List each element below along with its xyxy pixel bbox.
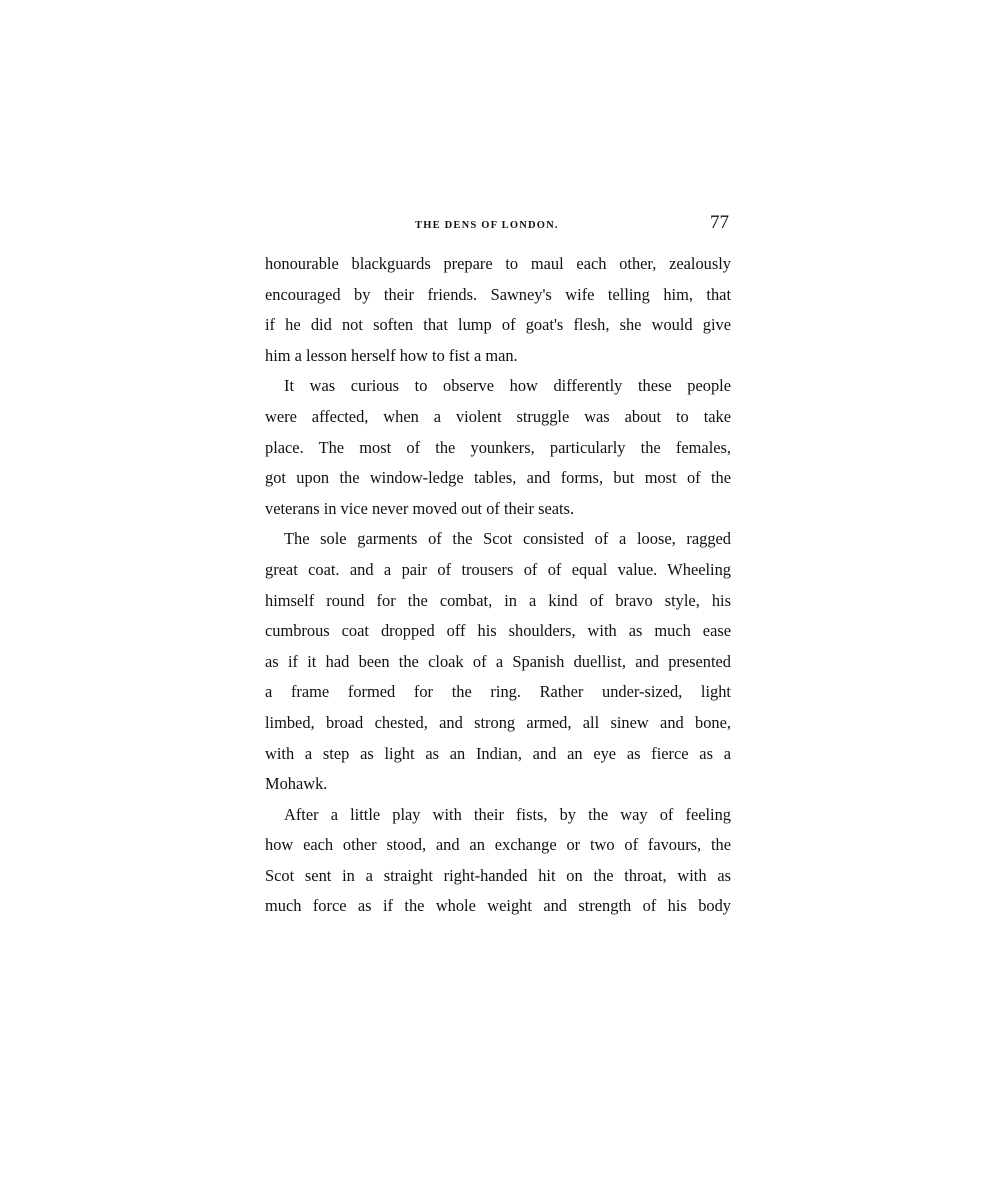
text-line: limbed, broad chested, and strong armed, all sinew and bone, [265, 712, 731, 732]
text-line: were affected, when a violent struggle was about to take [265, 406, 731, 426]
paragraph-2 [265, 371, 731, 524]
text-line: The sole garments of the Scot consisted of a loose, ragged [284, 529, 731, 549]
paragraph-3 [265, 524, 731, 799]
text-line: much force as if the whole weight and strength of his body [265, 896, 731, 916]
text-line: encouraged by their friends. Sawney's wife telling him, that [265, 284, 731, 304]
text-line: veterans in vice never moved out of their seats. [265, 498, 575, 518]
text-line: as if it had been the cloak of a Spanish duellist, and presented [265, 651, 731, 671]
text-line: with a step as light as an Indian, and an eye as fierce as a [265, 743, 731, 763]
text-line: Mohawk. [265, 774, 328, 794]
text-line: himself round for the combat, in a kind of bravo style, his [265, 590, 731, 610]
text-line: how each other stood, and an exchange or two of favours, the [265, 835, 731, 855]
text-line: him a lesson herself how to fist a man. [265, 345, 518, 365]
running-title: THE DENS OF LONDON. [415, 220, 559, 231]
text-line: a frame formed for the ring. Rather under-sized, light [265, 682, 731, 702]
running-head [265, 212, 731, 240]
text-line: Scot sent in a straight right-handed hit on the throat, with as [265, 865, 731, 885]
text-line: After a little play with their fists, by the way of feeling [284, 804, 731, 824]
paragraph-1 [265, 249, 731, 371]
text-line: cumbrous coat dropped off his shoulders, with as much ease [265, 621, 731, 641]
body-text [265, 249, 731, 922]
text-line: great coat. and a pair of trousers of of equal value. Wheeling [265, 559, 731, 579]
text-line: place. The most of the younkers, particularly the females, [265, 437, 731, 457]
page-number: 77 [710, 212, 729, 233]
paragraph-4 [265, 800, 731, 922]
text-line: if he did not soften that lump of goat's flesh, she would give [265, 315, 731, 335]
text-line: got upon the window-ledge tables, and forms, but most of the [265, 468, 731, 488]
text-line: It was curious to observe how differently these people [284, 376, 731, 396]
text-line: honourable blackguards prepare to maul each other, zealously [265, 254, 731, 273]
